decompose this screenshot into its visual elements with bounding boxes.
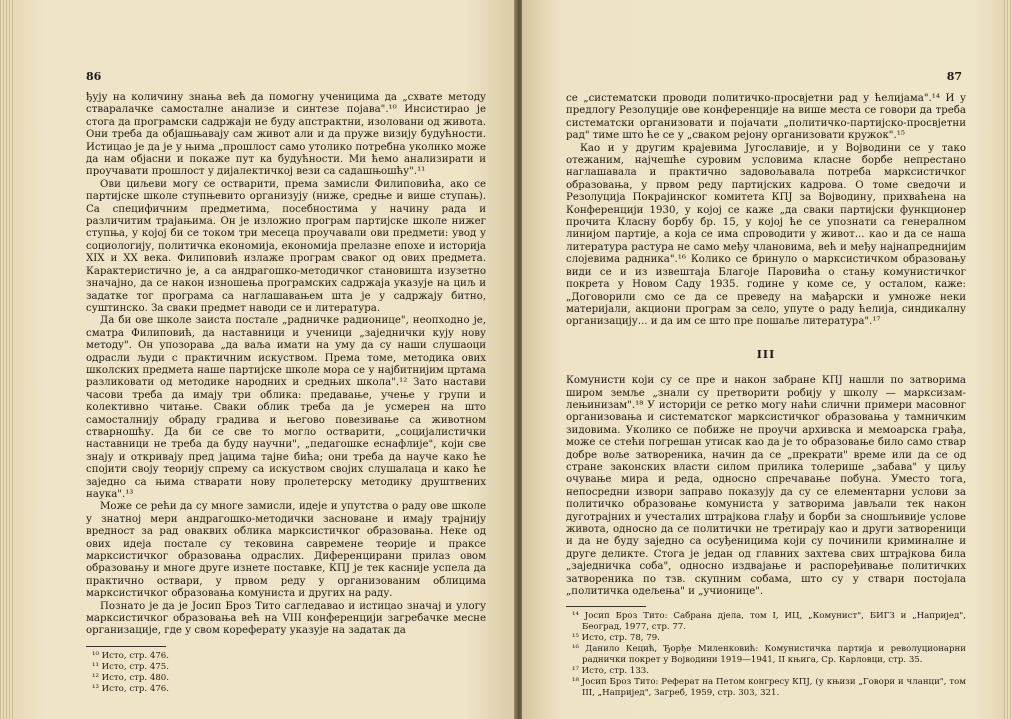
footnote: ¹³ Исто, стр. 476. xyxy=(92,683,169,694)
footnote: ¹⁸ Јосип Броз Тито: Реферат на Петом конгресу КПЈ, (у књизи „Говори и чланци", том III, „Напријед", Загреб, 1959, стр. 303, 321. xyxy=(572,677,966,699)
footnote: ¹⁰ Исто, стр. 476. xyxy=(92,650,169,661)
page-edges-left xyxy=(0,0,14,719)
footnotes-right xyxy=(566,611,966,699)
paragraph: Да би ове школе заиста постале „радничке радионице", неопходно је, сматра Филиповић, да наставници и ученици „заједнички кују нову методу". Он упозорава „да ваља имати на уму да су наши слушаоци одрасли људи с практичним искуством. Према томе, методика ових школских предмета наше партијске школе мора се у најбитнијим цртама разликовати од методике народних и средњих школа".¹² Зато настави часови треба да имају три облика: предавање, учење у групи и колективно читање. Сваки облик треба да је усмерен на што самосталнију обраду градива и његово повезивање са животном стварношћу. Да би се све то могло остварити, „социјалистички наставници не треба да буду научни", „педагошке еснафлије", који све знају и откривају пред јацима тајне бића; они треба да науче како ће спојити своју теорију спрему са искуством својих слушалаца и како ће заједно са њима стварати нову пролетерску методику друштвених наука".¹³ xyxy=(86,315,486,500)
footnote: ¹⁷ Исто, стр. 133. xyxy=(572,666,649,677)
footnote: ¹⁴ Јосип Броз Тито: Сабрана дјела, том I, ИЦ, „Комунист", БИГЗ и „Напријед", Београд, 1977, стр. 77. xyxy=(572,611,966,633)
footnote: ¹¹ Исто, стр. 475. xyxy=(92,661,169,672)
footnote-rule xyxy=(86,646,166,647)
footnotes-left xyxy=(86,651,486,695)
footnote: ¹⁶ Данило Кецић, Ђорђе Миленковић: Комунистичка партија и револуционарни раднички покрет у Војводини 1919—1941, II књига, Ср. Карловци, стр. 35. xyxy=(572,644,966,666)
page-number-left: 86 xyxy=(86,70,102,83)
left-page xyxy=(14,0,516,719)
paragraph: Комунисти који су се пре и након забране КПЈ нашли по затворима широм земље „знали су претворити робију у школу — марксизам-лењинизам".¹⁸ У историји се ретко могу наћи слични примери масовног организовања и систематског марксистичког образовања у тамничким зидовима. Уколико се побиже не проучи архивска и мемоарска грађа, може се стећи погрешан утисак као да је то образовање било само ствар добре воље затвореника, начин да се „прекрати" време или да се од стране законских власти силом прилика толерише „забава" у циљу очување мира и реда, односно спречавање побуна. Уместо тога, непосредни извори заправо показују да су се елементарни услови за политичко образовање комуниста у затворима јављали тек након дуготрајних и учесталих штрајкова глађу и борби за сношљивије услове живота, односно да се политички не третирају као и други затвореници и да не буду заједно са осуђеницима који су починили криминалне и друге деликте. Стога је један од главних захтева свих штрајкова била „заједничка соба", односно издвајање и распоређивање политичких затвореника по тзв. скупним собама, што су у ствари постојала „политичка одељења" и „учионице". xyxy=(566,375,966,598)
footnote-rule xyxy=(566,606,646,607)
paragraph: Као и у другим крајевима Југославије, и у Војводини се у тако отежаним, најчешће суровим условима класне борбе непрестано наглашавала и практично задовољавала потреба марксистичког образовања, у првом реду партијских кадрова. О томе сведочи и Резолуција Покрајинског комитета КПЈ за Војводину, прихваћена на Конференцији 1930, у којој се каже „да сваки партијски функционер прочита Класну борбу бр. 15, у којој ће се упознати са генералном линијом партије, а која се има спроводити у живот... као и да се наша литература растура не само међу члановима, већ и међу најнапреднијим слојевима радника".¹⁶ Колико се бринуло о марксистичком образовању види се и из извештаја Благоје Паровића о стању комунистичког покрета у Новом Саду 1935. године у коме се, у осталом, каже: „Договорили смо се да се преведу на мађарски и умноже неки материјали, акциони програм за село, упуте о раду ћелија, синдикалну организацију... и да им се што пре пошаље литература".¹⁷ xyxy=(566,142,966,328)
left-page-body xyxy=(86,92,486,695)
page-number-right: 87 xyxy=(946,70,962,83)
paragraph: Може се рећи да су многе замисли, идеје и упутства о раду ове школе у знатној мери андрагошко-методички засноване и имају трајнију вредност за рад оваквих облика марксистичког образовања. Неке од ових идеја постале су тековина савремене теорије и праксе марксистичког образовања одраслих. Диференцирани прилаз овом образовању и многе друге изнете поставке, КПЈ је тек касније успела да практично оствари, у првом реду у организованим облицима марксистичког образовања комуниста и других на раду. xyxy=(86,501,486,600)
page-edges-right xyxy=(1004,0,1012,719)
paragraph: Познато је да је Јосип Броз Тито сагледавао и истицао значај и улогу марксистичког образовања већ на VIII конференцији загребачке месне организације, где у свом кореферату указује на задатак да xyxy=(86,600,486,637)
right-page-body xyxy=(566,93,966,699)
section-heading: III xyxy=(756,347,776,361)
paragraph: Ови циљеви могу се остварити, према замисли Филиповића, ако се партијске школе ступњевито организују (ниже, средње и више ступањ). Са специфичним предметима, посебностима у начину рада и различитим трајањима. Он је изложио програм партијске школе нижег ступња, у којој би се током три месеца проучавали ови предмети: увод у социологију, политичка економија, економија прелазне епохе и историја XIX и XX века. Филиповић излаже програм сваког од ових предмета. Карактеристично је, а са андрагошко-методичког становишта изузетно значајно, да се након изношења програмских садржаја указује на циљ и задатке тог програма са наглашавањем шта је у садржају битно, суштинско. За сваки предмет наводи се и литература. xyxy=(86,178,486,314)
footnote: ¹⁵ Исто, стр. 78, 79. xyxy=(572,633,660,644)
paragraph: ђују на количину знања већ да помогну ученицима да „схвате методу стваралачке самосталне анализе и синтезе појава".¹⁰ Инсистирао је стога да програмски садржаји не буду апстрактни, изоловани од живота. Они треба да објашњавају сам живот али и да пруже визију будућности. Истицао је да је у њима „прошлост само утолико потребна уколико може да нам објасни и покаже пут ка будућности. Ми ћемо анализирати и проучавати прошлост у дијалектичкој вези са садашњошћу".¹¹ xyxy=(86,92,486,178)
paragraph: се „систематски проводи политичко-просвјетни рад у ћелијама".¹⁴ И у предлогу Резолуције ове конференције на више места се говори да треба систематски организовати и појачати „политичко-партијско-просвјетни рад" тиме што ће се у „сваком рејону организовати кружок".¹⁵ xyxy=(566,93,966,142)
footnote: ¹² Исто, стр. 480. xyxy=(92,672,169,683)
right-page xyxy=(522,0,1004,719)
